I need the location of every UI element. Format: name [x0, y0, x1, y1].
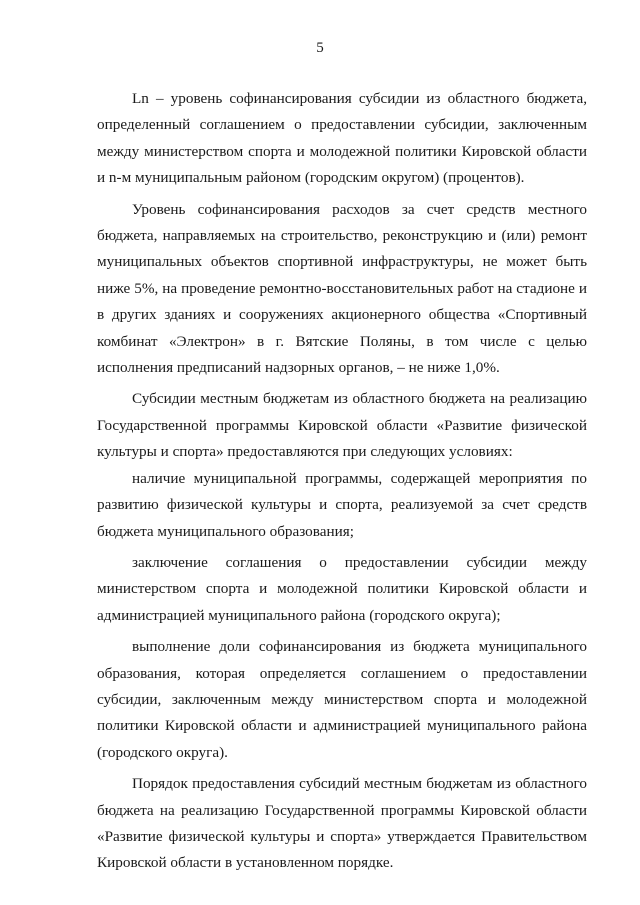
paragraph-ln-definition: Ln – уровень софинансирования субсидии из областного бюджета, определенный соглашением о предоставлении субсидии, заключенным между министерством спорта и молодежной политики Кировской области и n-м муниципальным районом (городским округом) (процентов).: [97, 90, 587, 187]
paragraph-condition-program: наличие муниципальной программы, содержащей мероприятия по развитию физической культуры и спорта, реализуемой за счет средств бюджета муниципального образования;: [97, 469, 587, 540]
paragraph-cofinancing-level: Уровень софинансирования расходов за счет средств местного бюджета, направляемых на строительство, реконструкцию и (или) ремонт муниципальных объектов спортивной инфраструктуры, не может быть ниже 5%, на проведение ремонтно-восстановительных работ на стадионе и в других зданиях и сооружениях акционерного общества «Спортивный комбинат «Электрон» в г. Вятские Поляны, в том числе с целью исполнения предписаний надзорных органов, – не ниже 1,0%.: [97, 200, 587, 377]
paragraph-subsidy-conditions: Субсидии местным бюджетам из областного бюджета на реализацию Государственной программы Кировской области «Развитие физической культуры и спорта» предоставляются при следующих условиях:: [97, 390, 587, 461]
paragraph-condition-cofinancing-share: выполнение доли софинансирования из бюджета муниципального образования, которая определяется соглашением о предоставлении субсидии, заключенным между министерством спорта и молодежной политики Кировской области и администрацией муниципального района (городского округа).: [97, 638, 587, 761]
paragraph-condition-agreement: заключение соглашения о предоставлении субсидии между министерством спорта и молодежной политики Кировской области и администрацией муниципального района (городского округа);: [97, 553, 587, 624]
paragraph-procedure: Порядок предоставления субсидий местным бюджетам из областного бюджета на реализацию Государственной программы Кировской области «Развитие физической культуры и спорта» утверждается Правительством Кировской области в установленном порядке.: [97, 775, 587, 872]
document-body: [97, 86, 587, 877]
page-number: 5: [316, 40, 324, 56]
